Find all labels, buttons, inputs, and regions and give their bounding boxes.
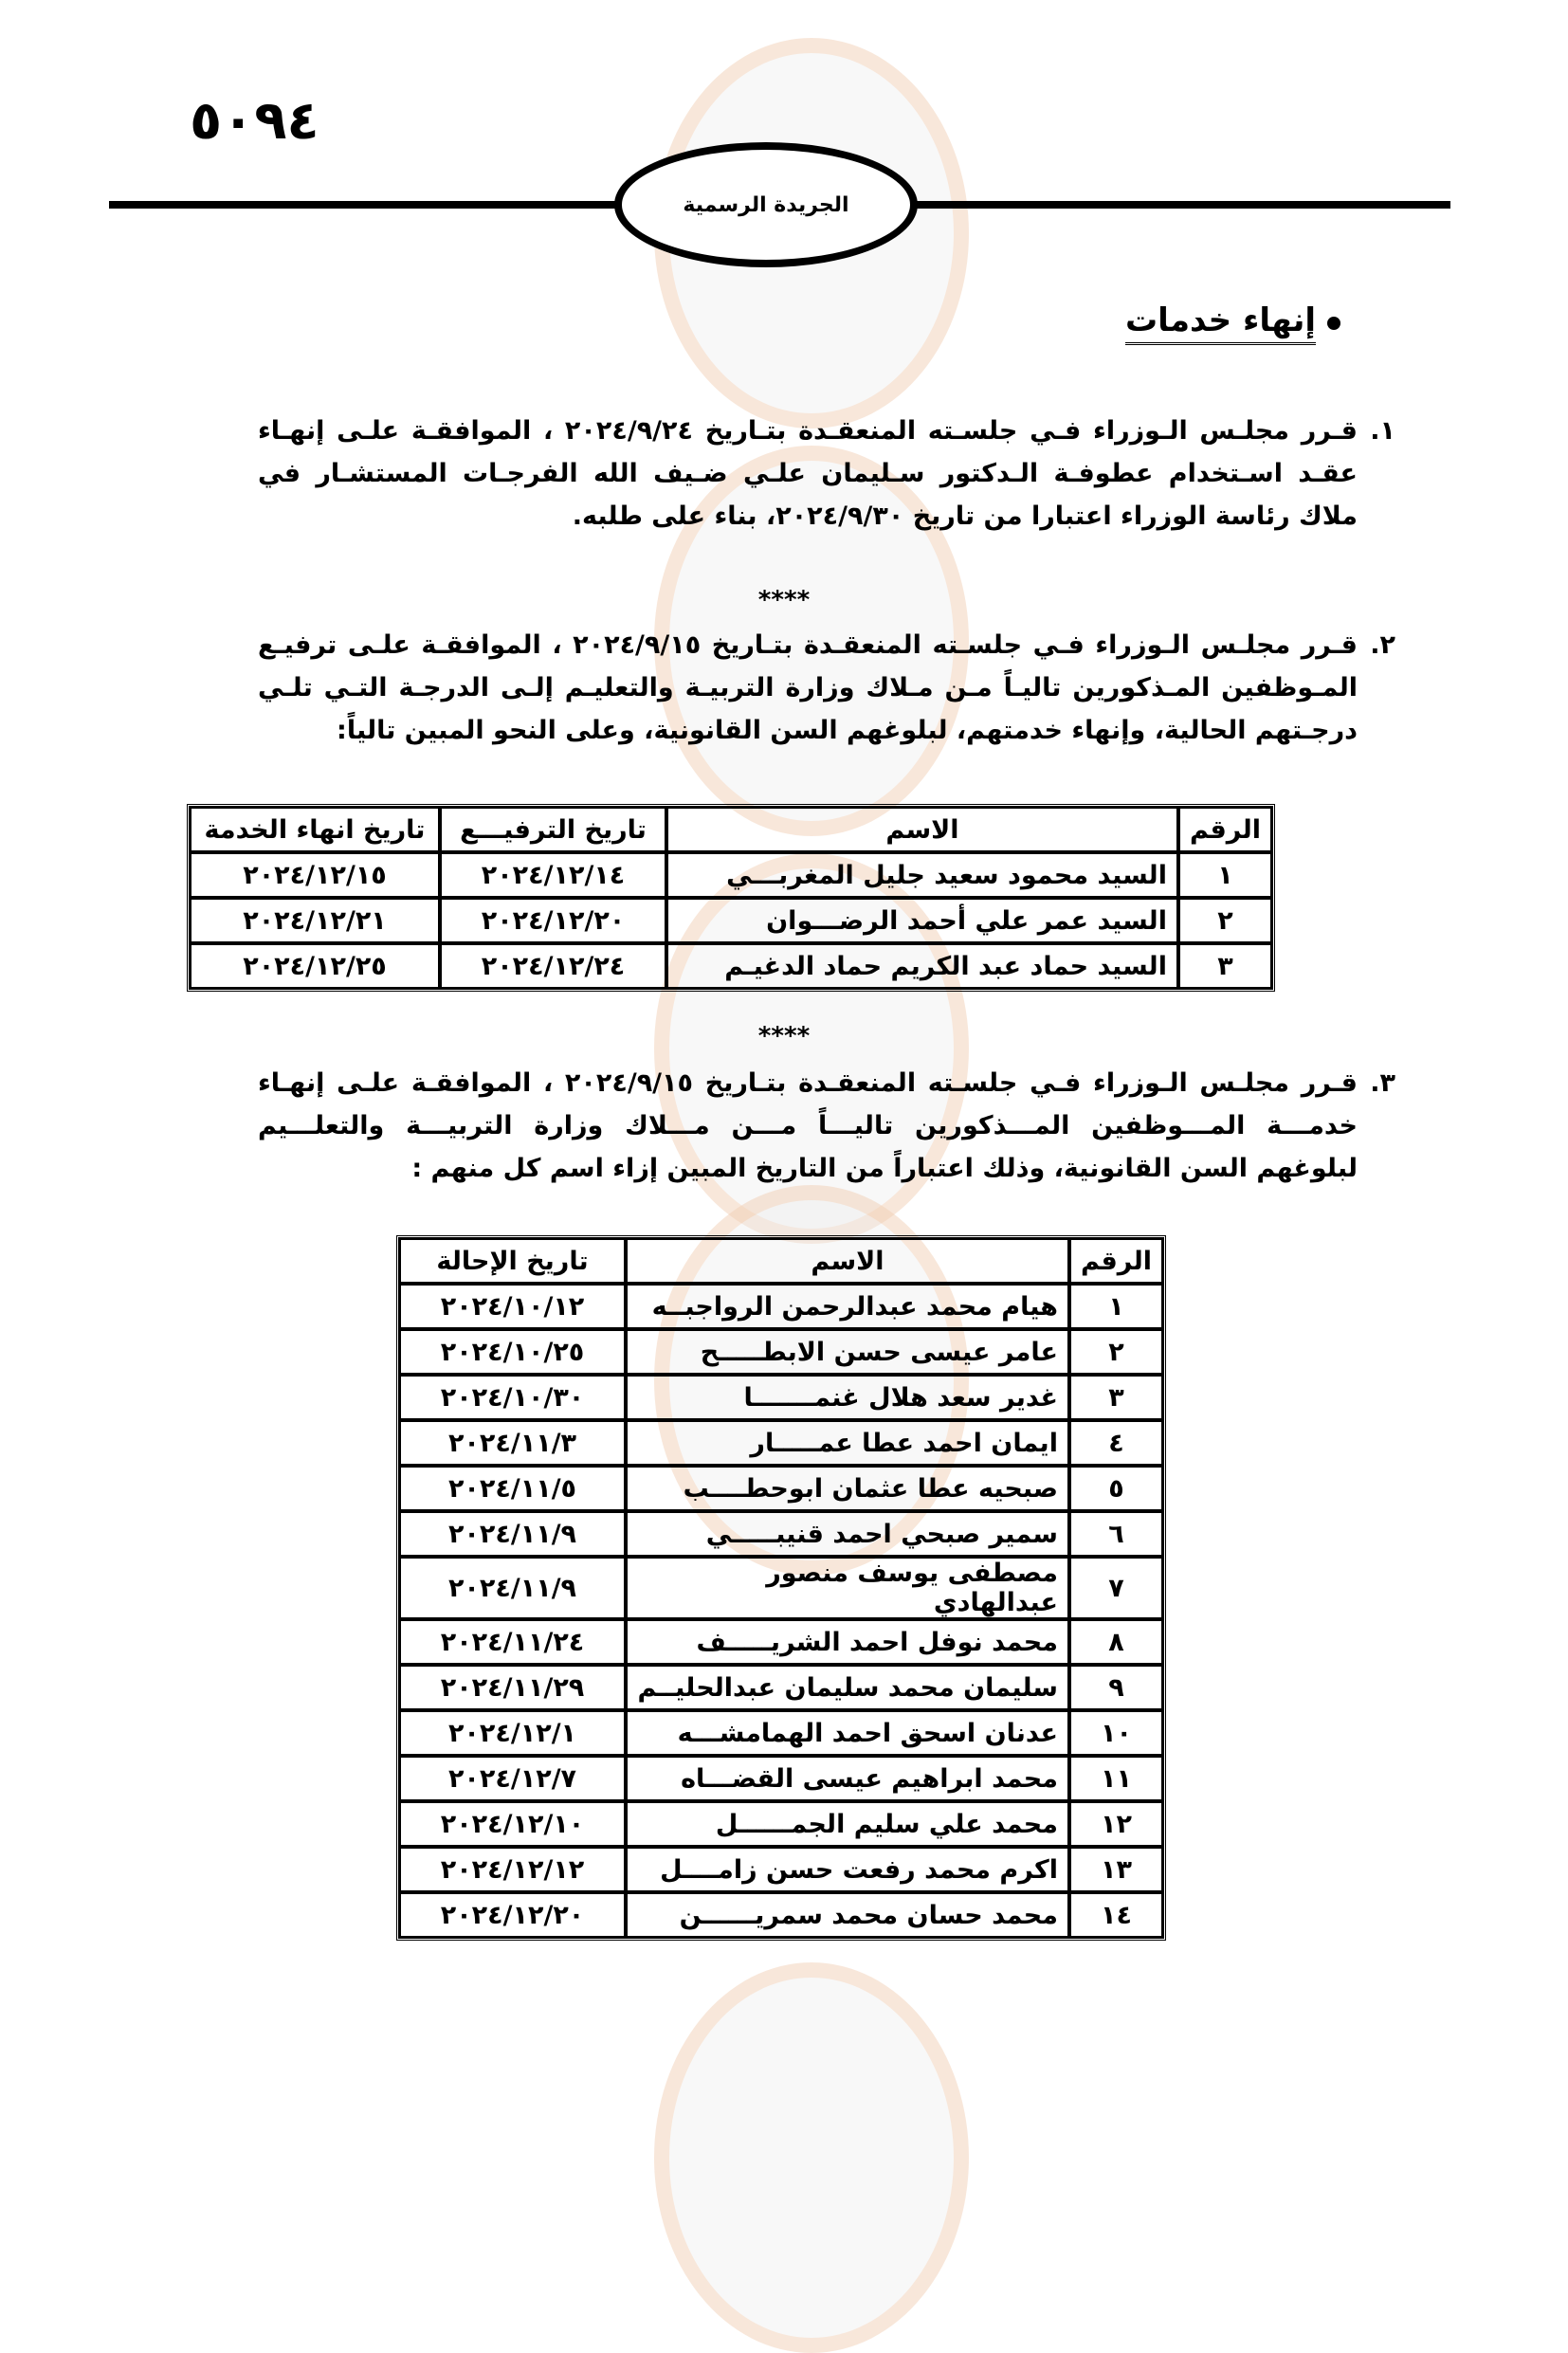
masthead-oval (614, 142, 918, 267)
cell-name: السيد حماد عبد الكريم حماد الدغيـم (666, 943, 1178, 989)
cell-retirement-date: ٢٠٢٤/١١/٢٩ (399, 1665, 626, 1710)
cell-number: ١١ (1069, 1756, 1163, 1801)
cell-number: ٩ (1069, 1665, 1163, 1710)
cell-retirement-date: ٢٠٢٤/١١/٥ (399, 1466, 626, 1511)
cell-promotion-date: ٢٠٢٤/١٢/٢٠ (440, 898, 666, 943)
cell-number: ٥ (1069, 1466, 1163, 1511)
cell-number: ١٤ (1069, 1892, 1163, 1938)
cell-retirement-date: ٢٠٢٤/١٠/٢٥ (399, 1329, 626, 1375)
table-row (399, 1619, 1163, 1665)
col-name: الاسم (666, 807, 1178, 852)
cell-name: هيام محمد عبدالرحمن الرواجبــه (626, 1284, 1069, 1329)
decision-3 (258, 1062, 1395, 1190)
cell-name: محمد حسان محمد سمريــــــن (626, 1892, 1069, 1938)
separator: **** (757, 586, 811, 614)
cell-number: ٦ (1069, 1511, 1163, 1557)
section-heading (1125, 301, 1340, 345)
masthead-title: الجريدة الرسمية (683, 192, 849, 217)
table-row (399, 1557, 1163, 1619)
item-number: ٢. (1370, 630, 1395, 660)
watermark-clock-logo (654, 1962, 969, 2353)
table-row (399, 1801, 1163, 1847)
cell-name: غدير سعد هلال غنمـــــــا (626, 1375, 1069, 1420)
col-number: الرقم (1069, 1238, 1163, 1284)
table-header-row (399, 1238, 1163, 1284)
table-row (399, 1756, 1163, 1801)
decision-1 (258, 410, 1395, 538)
cell-number: ١٢ (1069, 1801, 1163, 1847)
cell-name: ايمان احمد عطا عمـــــار (626, 1420, 1069, 1466)
cell-number: ١٣ (1069, 1847, 1163, 1892)
cell-retirement-date: ٢٠٢٤/١٢/٢٠ (399, 1892, 626, 1938)
cell-end-date: ٢٠٢٤/١٢/٢٥ (190, 943, 440, 989)
cell-number: ١٠ (1069, 1710, 1163, 1756)
cell-number: ٧ (1069, 1557, 1163, 1619)
table-row (399, 1420, 1163, 1466)
section-heading-text: إنهاء خدمات (1125, 301, 1316, 345)
decision-text: قـرر مجلـس الـوزراء فـي جلسـته المنعقـدة بتـاريخ ٢٠٢٤/٩/١٥ ، الموافقـة علـى إنهـاء خدمـــة المـــوظفين المـــذكورين تاليـــاً مـــن مـــلاك وزارة التربيـــة والتعلـــيم لبلوغهم السن القانونية، وذلك اعتباراً من التاريخ المبين إزاء اسم كل منهم : (258, 1068, 1358, 1183)
table-row (190, 943, 1272, 989)
cell-number: ٣ (1178, 943, 1272, 989)
separator: **** (757, 1022, 811, 1050)
table-row (399, 1847, 1163, 1892)
table-header-row (190, 807, 1272, 852)
decision-2 (258, 624, 1395, 752)
cell-retirement-date: ٢٠٢٤/١١/٣ (399, 1420, 626, 1466)
cell-name: محمد نوفل احمد الشريـــــف (626, 1619, 1069, 1665)
col-name: الاسم (626, 1238, 1069, 1284)
cell-number: ١ (1178, 852, 1272, 898)
table-row (399, 1892, 1163, 1938)
cell-name: اكرم محمد رفعت حسن زامــــل (626, 1847, 1069, 1892)
cell-name: عامر عيسى حسن الابطـــــح (626, 1329, 1069, 1375)
cell-name: سليمان محمد سليمان عبدالحليــم (626, 1665, 1069, 1710)
cell-promotion-date: ٢٠٢٤/١٢/٢٤ (440, 943, 666, 989)
cell-name: محمد ابراهيم عيسى القضـــاه (626, 1756, 1069, 1801)
cell-end-date: ٢٠٢٤/١٢/١٥ (190, 852, 440, 898)
col-promotion-date: تاريخ الترفيـــع (440, 807, 666, 852)
cell-number: ١ (1069, 1284, 1163, 1329)
table-row (190, 852, 1272, 898)
table-row (399, 1375, 1163, 1420)
cell-retirement-date: ٢٠٢٤/١٢/١ (399, 1710, 626, 1756)
cell-name: عدنان اسحق احمد الهمامشـــه (626, 1710, 1069, 1756)
item-number: ٣. (1370, 1068, 1395, 1098)
retirement-table (396, 1235, 1166, 1941)
cell-number: ٤ (1069, 1420, 1163, 1466)
page-number: ٥٠٩٤ (190, 90, 319, 152)
item-number: ١. (1370, 416, 1395, 446)
cell-name: صبحيه عطا عثمان ابوحطــــب (626, 1466, 1069, 1511)
cell-retirement-date: ٢٠٢٤/١١/٩ (399, 1557, 626, 1619)
cell-name: السيد عمر علي أحمد الرضـــوان (666, 898, 1178, 943)
cell-number: ٢ (1178, 898, 1272, 943)
cell-number: ٨ (1069, 1619, 1163, 1665)
cell-promotion-date: ٢٠٢٤/١٢/١٤ (440, 852, 666, 898)
table-row (399, 1284, 1163, 1329)
cell-name: سمير صبحي احمد قنيبـــــي (626, 1511, 1069, 1557)
table-row (399, 1511, 1163, 1557)
promotion-table (187, 804, 1275, 992)
cell-retirement-date: ٢٠٢٤/١١/٩ (399, 1511, 626, 1557)
col-number: الرقم (1178, 807, 1272, 852)
cell-name: السيد محمود سعيد جليل المغربـــي (666, 852, 1178, 898)
cell-retirement-date: ٢٠٢٤/١٢/١٢ (399, 1847, 626, 1892)
table-row (190, 898, 1272, 943)
cell-number: ٣ (1069, 1375, 1163, 1420)
bullet-icon (1327, 317, 1340, 330)
decision-text: قـرر مجلـس الـوزراء فـي جلسـته المنعقـدة بتـاريخ ٢٠٢٤/٩/٢٤ ، الموافقـة علـى إنهـاء عقـد اسـتخدام عطوفـة الـدكتور سـليمان علـي ضـيف الله الفرجـات المستشـار في ملاك رئاسة الوزراء اعتبارا من تاريخ ٢٠٢٤/٩/٣٠، بناء على طلبه. (258, 416, 1358, 531)
table-row (399, 1710, 1163, 1756)
table-row (399, 1329, 1163, 1375)
cell-retirement-date: ٢٠٢٤/١٠/٣٠ (399, 1375, 626, 1420)
cell-number: ٢ (1069, 1329, 1163, 1375)
col-end-date: تاريخ انهاء الخدمة (190, 807, 440, 852)
cell-name: مصطفى يوسف منصور عبدالهادي (626, 1557, 1069, 1619)
decision-text: قـرر مجلـس الـوزراء فـي جلسـته المنعقـدة بتـاريخ ٢٠٢٤/٩/١٥ ، الموافقـة علـى ترفيـع المـوظفين المـذكورين تاليـاً مـن مـلاك وزارة التربيـة والتعليـم إلـى الدرجـة التـي تلـي درجـتهم الحالية، وإنهاء خدمتهم، لبلوغهم السن القانونية، وعلى النحو المبين تالياً: (258, 630, 1358, 745)
cell-retirement-date: ٢٠٢٤/١٢/١٠ (399, 1801, 626, 1847)
cell-name: محمد علي سليم الجمــــــل (626, 1801, 1069, 1847)
cell-retirement-date: ٢٠٢٤/١٢/٧ (399, 1756, 626, 1801)
cell-end-date: ٢٠٢٤/١٢/٢١ (190, 898, 440, 943)
table-row (399, 1665, 1163, 1710)
cell-retirement-date: ٢٠٢٤/١٠/١٢ (399, 1284, 626, 1329)
table-row (399, 1466, 1163, 1511)
cell-retirement-date: ٢٠٢٤/١١/٢٤ (399, 1619, 626, 1665)
col-retirement-date: تاريخ الإحالة (399, 1238, 626, 1284)
